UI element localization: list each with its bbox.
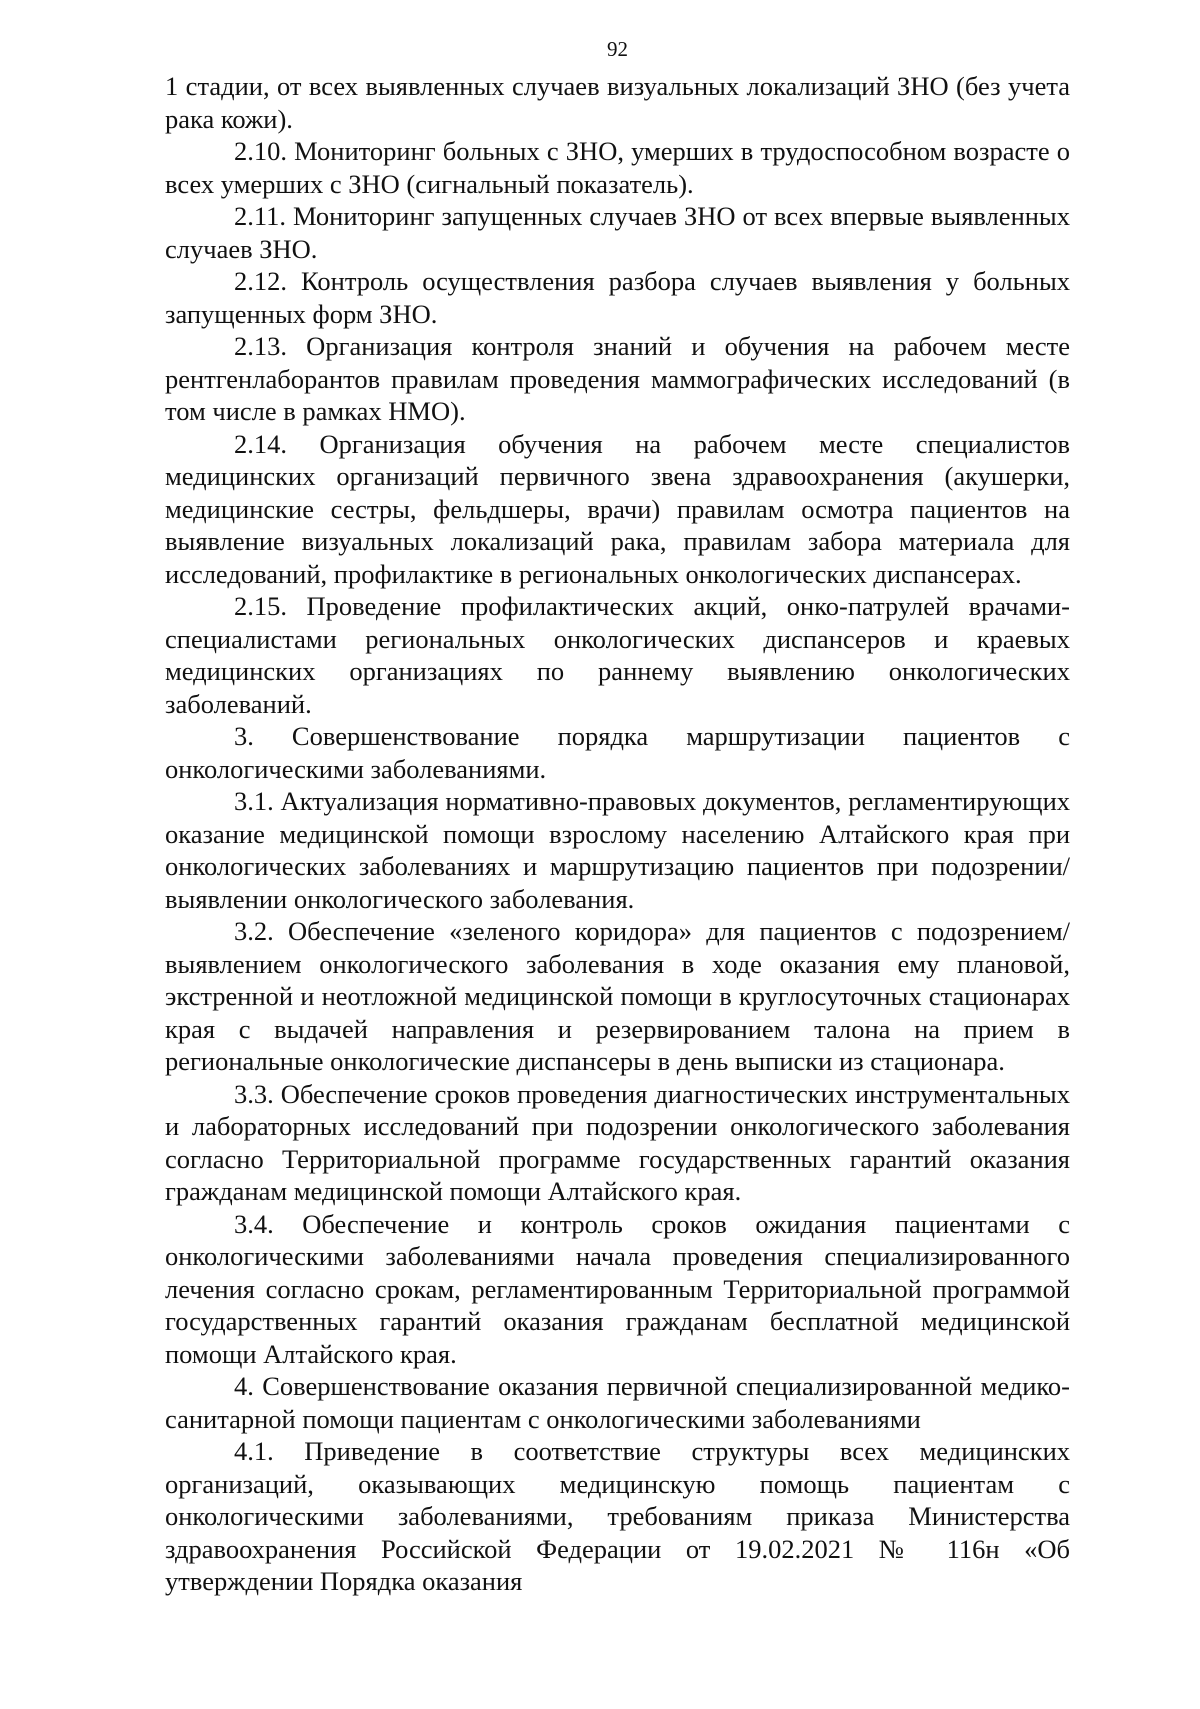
section-heading: 3. Совершенствование порядка маршрутизации пациентов с онкологическими заболеваниями. — [165, 721, 1070, 784]
paragraph: 2.11. Мониторинг запущенных случаев ЗНО от всех впервые выявленных случаев ЗНО. — [165, 201, 1070, 264]
paragraph: 3.3. Обеспечение сроков проведения диагностических инструментальных и лабораторных исследований при подозрении онкологического заболевания согласно Территориальной программе государственных гарантий оказания гражданам медицинской помощи Алтайского края. — [165, 1078, 1070, 1206]
paragraph: 3.2. Обеспечение «зеленого коридора» для пациентов с подозрением/выявлением онкологического заболевания в ходе оказания ему плановой, экстренной и неотложной медицинской помощи в круглосуточных стационарах края с выдачей направления и резервированием талона на прием в региональные онкологические диспансеры в день выписки из стационара. — [165, 916, 1070, 1076]
paragraph: 2.10. Мониторинг больных с ЗНО, умерших в трудоспособном возрасте о всех умерших с ЗНО (сигнальный показатель). — [165, 136, 1070, 199]
paragraph: 2.14. Организация обучения на рабочем месте специалистов медицинских организаций первичного звена здравоохранения (акушерки, медицинские сестры, фельдшеры, врачи) правилам осмотра пациентов на выявление визуальных локализаций рака, правилам забора материала для исследований, профилактике в региональных онкологических диспансерах. — [165, 428, 1070, 589]
section-heading: 4. Совершенствование оказания первичной специализированной медико-санитарной помощи пациентам с онкологическими заболеваниями — [165, 1371, 1070, 1434]
paragraph: 2.13. Организация контроля знаний и обучения на рабочем месте рентгенлаборантов правилам проведения маммографических исследований (в том числе в рамках НМО). — [165, 331, 1070, 426]
page-number: 92 — [607, 37, 628, 61]
paragraph: 3.4. Обеспечение и контроль сроков ожидания пациентами с онкологическими заболеваниями начала проведения специализированного лечения согласно срокам, регламентированным Территориальной программой государственных гарантий оказания гражданам бесплатной медицинской помощи Алтайского края. — [165, 1208, 1070, 1369]
paragraph: 1 стадии, от всех выявленных случаев визуальных локализаций ЗНО (без учета рака кожи). — [165, 71, 1070, 134]
paragraph: 4.1. Приведение в соответствие структуры всех медицинских организаций, оказывающих медицинскую помощь пациентам с онкологическими заболеваниями, требованиям приказа Министерства здравоохранения Российской Федерации от 19.02.2021 № 116н «Об утверждении Порядка оказания — [165, 1436, 1070, 1596]
paragraph: 2.12. Контроль осуществления разбора случаев выявления у больных запущенных форм ЗНО. — [165, 266, 1070, 329]
paragraph: 3.1. Актуализация нормативно-правовых документов, регламентирующих оказание медицинской помощи взрослому населению Алтайского края при онкологических заболеваниях и маршрутизацию пациентов при подозрении/выявлении онкологического заболевания. — [165, 786, 1070, 914]
document-body — [165, 70, 1070, 1598]
paragraph: 2.15. Проведение профилактических акций, онко-патрулей врачами-специалистами региональных онкологических диспансеров и краевых медицинских организациях по раннему выявлению онкологических заболеваний. — [165, 591, 1070, 719]
